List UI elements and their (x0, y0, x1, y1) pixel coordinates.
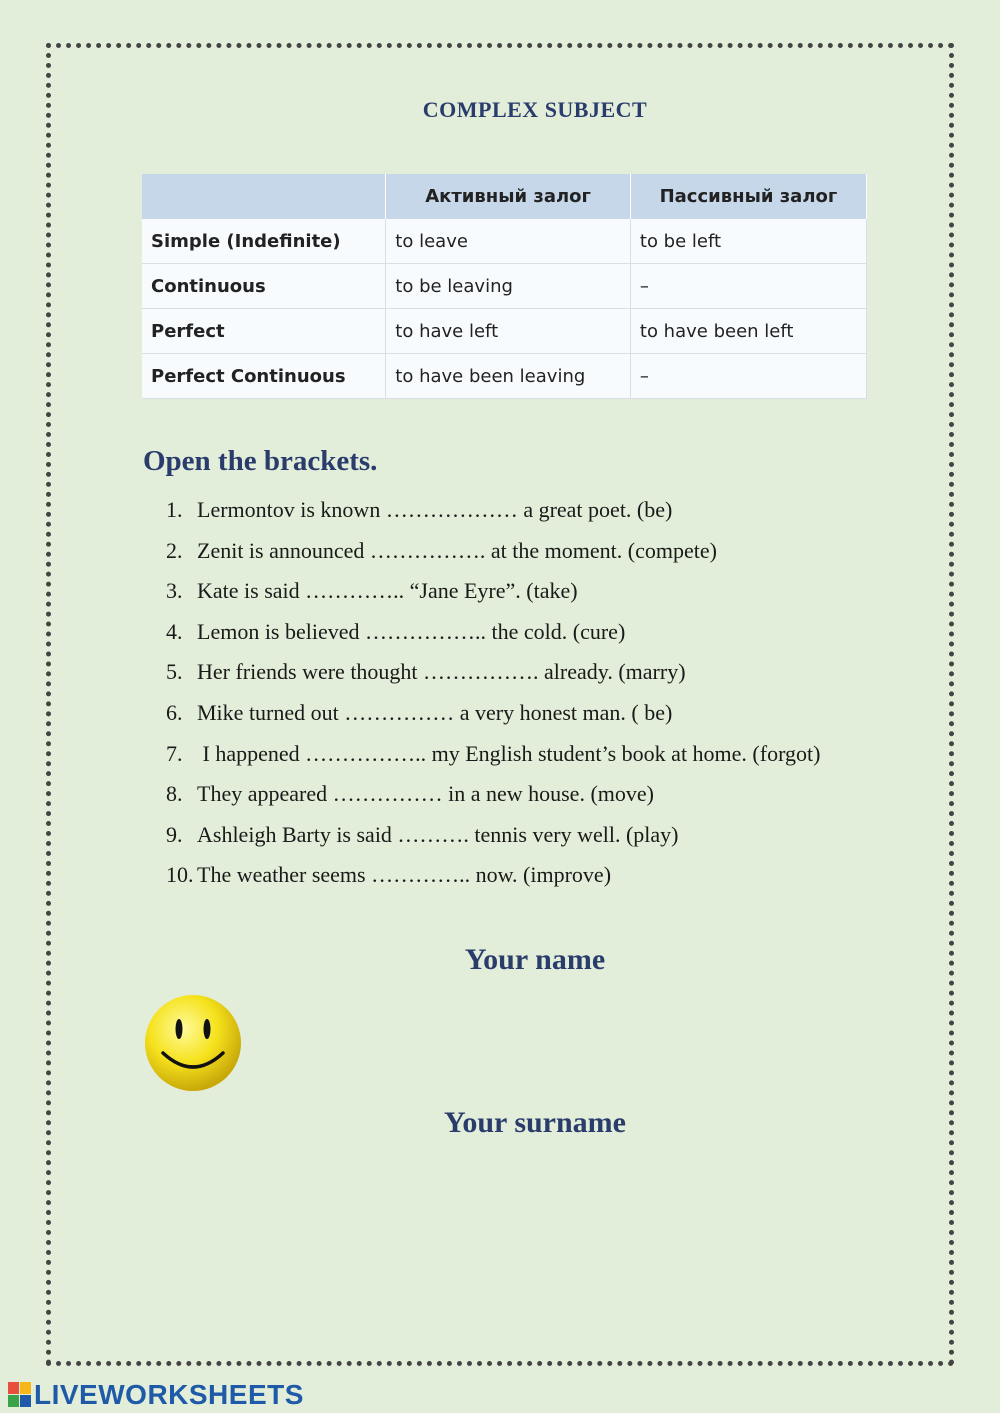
your-surname-label: Your surname (444, 1106, 626, 1139)
page-title: COMPLEX SUBJECT (422, 97, 648, 122)
table-row (142, 309, 867, 354)
logo-text: LIVEWORKSHEETS (34, 1379, 304, 1410)
list-item (166, 490, 820, 531)
list-item (166, 693, 820, 734)
task-number: 9. (166, 821, 183, 847)
task-number: 8. (166, 781, 183, 807)
table-header-cell: Пассивный залог (630, 174, 866, 219)
task-number: 4. (166, 618, 183, 644)
list-item (166, 652, 820, 693)
list-item (166, 734, 820, 775)
table-header-row (142, 174, 867, 219)
table-cell: – (630, 354, 866, 399)
table-row (142, 264, 867, 309)
table-cell: Simple (Indefinite) (142, 219, 386, 264)
table-cell: to have been left (630, 309, 866, 354)
table-cell: to have left (386, 309, 631, 354)
your-name-label: Your name (464, 943, 606, 976)
task-number: 1. (166, 497, 183, 522)
task-list (166, 490, 820, 896)
table-row (142, 354, 867, 399)
table-cell: Perfect (142, 309, 386, 354)
list-item (166, 815, 820, 856)
task-number: 7. (166, 740, 183, 766)
table-header-cell (142, 174, 386, 219)
task-text[interactable]: The weather seems ………….. now. (improve) (197, 862, 612, 888)
list-item (166, 855, 820, 896)
table-cell: to leave (386, 219, 631, 264)
table-cell: Continuous (142, 264, 386, 309)
section-title: Open the brackets. (143, 445, 378, 477)
task-text[interactable]: Lermontov is known ……………… a great poet. (be) (197, 497, 673, 522)
task-text[interactable]: Zenit is announced ……………. at the moment. (compete) (197, 537, 717, 563)
list-item (166, 531, 820, 572)
task-text[interactable]: They appeared …………… in a new house. (move) (197, 781, 654, 807)
list-item (166, 571, 820, 612)
grammar-table (142, 174, 867, 399)
task-number: 5. (166, 659, 183, 685)
list-item (166, 774, 820, 815)
list-item (166, 612, 820, 653)
table-cell: Perfect Continuous (142, 354, 386, 399)
task-number: 3. (166, 578, 183, 604)
table-row (142, 219, 867, 264)
task-text[interactable]: Lemon is believed …………….. the cold. (cure) (197, 618, 626, 644)
task-text[interactable]: Ashleigh Barty is said ………. tennis very well. (play) (197, 821, 679, 847)
task-text[interactable]: I happened …………….. my English student’s book at home. (forgot) (197, 740, 821, 766)
task-number: 10. (166, 862, 194, 888)
table-cell: to be left (630, 219, 866, 264)
table-cell: – (630, 264, 866, 309)
table-cell: to be leaving (386, 264, 631, 309)
table-cell: to have been leaving (386, 354, 631, 399)
table-header-cell: Активный залог (386, 174, 631, 219)
task-text[interactable]: Kate is said ………….. “Jane Eyre”. (take) (197, 578, 578, 604)
task-number: 2. (166, 537, 183, 563)
logo-icon (8, 1382, 32, 1408)
liveworksheets-logo[interactable] (8, 1380, 304, 1410)
smiley-icon (143, 993, 243, 1093)
task-text[interactable]: Mike turned out …………… a very honest man. ( be) (197, 699, 673, 725)
task-text[interactable]: Her friends were thought ……………. already. (marry) (197, 659, 686, 685)
task-number: 6. (166, 699, 183, 725)
